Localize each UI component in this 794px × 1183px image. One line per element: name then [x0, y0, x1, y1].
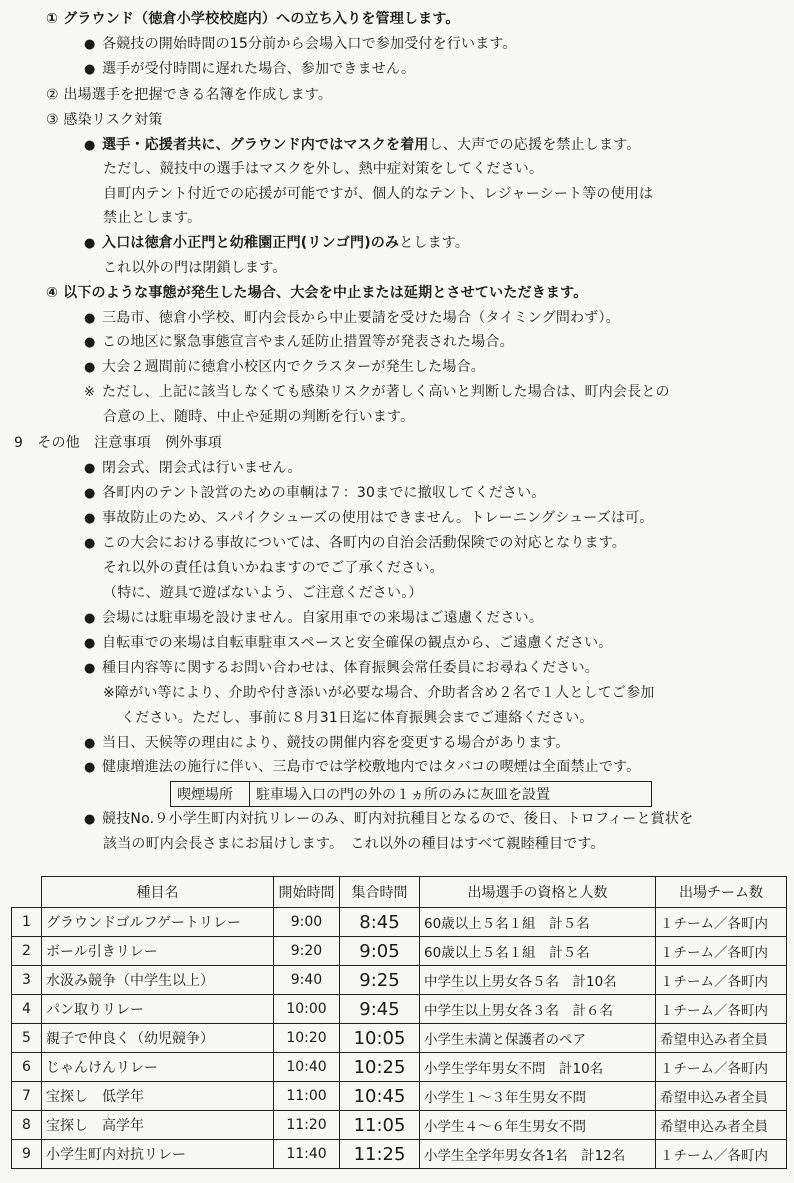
team-count: 希望申込み者全員 — [656, 1024, 787, 1053]
table-row — [12, 966, 787, 995]
rule-3-heading: ③ 感染リスク対策 — [46, 112, 163, 128]
start-time: 11:40 — [274, 1140, 340, 1169]
text-line: これ以外の門は閉鎖します。 — [103, 260, 287, 276]
text-line: ※障がい等により、介助や付き添いが必要な場合、介助者含め２名で１人としてご参加 — [103, 685, 655, 701]
bullet-line: ● 大会２週間前に徳倉小校区内でクラスターが発生した場合。 — [84, 359, 485, 375]
gather-time: 10:45 — [340, 1082, 420, 1111]
bullet-line: ● 自転車での来場は自転車駐車スペースと安全確保の観点から、ご遠慮ください。 — [84, 635, 613, 651]
row-number: 1 — [12, 908, 42, 937]
header-start-time: 開始時間 — [274, 877, 340, 908]
gather-time: 10:25 — [340, 1053, 420, 1082]
event-name: パン取りリレー — [42, 995, 274, 1024]
team-count: １チーム／各町内 — [656, 995, 787, 1024]
gather-time: 9:25 — [340, 966, 420, 995]
table-row — [12, 1024, 787, 1053]
event-name: じゃんけんリレー — [42, 1053, 274, 1082]
text-line: ください。ただし、事前に８月31日迄に体育振興会までご連絡ください。 — [121, 710, 594, 726]
qualification: 60歳以上５名１組 計５名 — [420, 937, 656, 966]
row-number: 2 — [12, 937, 42, 966]
header-blank — [12, 877, 42, 908]
row-number: 3 — [12, 966, 42, 995]
qualification: 小学生学年男女不問 計10名 — [420, 1053, 656, 1082]
team-count: １チーム／各町内 — [656, 966, 787, 995]
bullet-line: ● 選手が受付時間に遅れた場合、参加できません。 — [84, 61, 416, 77]
table-row — [12, 908, 787, 937]
gather-time: 8:45 — [340, 908, 420, 937]
bullet-line: ● 各競技の開始時間の15分前から会場入口で参加受付を行います。 — [84, 36, 517, 52]
team-count: 希望申込み者全員 — [656, 1111, 787, 1140]
bullet-line: ● 競技No.９小学生町内対抗リレーのみ、町内対抗種目となるので、後日、トロフィーと賞状を — [84, 811, 694, 827]
bullet-line: ● 当日、天候等の理由により、競技の開催内容を変更する場合があります。 — [84, 735, 570, 751]
row-number: 7 — [12, 1082, 42, 1111]
bullet-line: ● 会場には駐車場を設けません。自家用車での来場はご遠慮ください。 — [84, 610, 544, 626]
bullet-line: ● この地区に緊急事態宣言やまん延防止措置等が発表された場合。 — [84, 334, 514, 350]
qualification: 小学生１～３年生男女不問 — [420, 1082, 656, 1111]
bullet-line: ● 閉会式、閉会式は行いません。 — [84, 460, 302, 476]
event-name: ボール引きリレー — [42, 937, 274, 966]
event-name: グラウンドゴルフゲートリレー — [42, 908, 274, 937]
bullet-line: ● 事故防止のため、スパイクシューズの使用はできません。トレーニングシューズは可。 — [84, 510, 654, 526]
bullet-line: ● 入口は徳倉小正門と幼稚園正門(リンゴ門)のみとします。 — [84, 235, 470, 251]
start-time: 9:20 — [274, 937, 340, 966]
start-time: 9:40 — [274, 966, 340, 995]
event-name: 宝探し 高学年 — [42, 1111, 274, 1140]
start-time: 10:00 — [274, 995, 340, 1024]
gather-time: 11:25 — [340, 1140, 420, 1169]
section-9-heading: 9 その他 注意事項 例外事項 — [14, 435, 222, 451]
team-count: 希望申込み者全員 — [656, 1082, 787, 1111]
team-count: １チーム／各町内 — [656, 908, 787, 937]
event-name: 小学生町内対抗リレー — [42, 1140, 274, 1169]
rule-4-heading: ④ 以下のような事態が発生した場合、大会を中止または延期とさせていただきます。 — [46, 285, 588, 301]
row-number: 4 — [12, 995, 42, 1024]
gather-time: 9:05 — [340, 937, 420, 966]
qualification: 60歳以上５名１組 計５名 — [420, 908, 656, 937]
smoking-area-box — [170, 781, 652, 807]
header-gather-time: 集合時間 — [340, 877, 420, 908]
table-row — [12, 1053, 787, 1082]
table-header-row — [12, 877, 787, 908]
start-time: 11:20 — [274, 1111, 340, 1140]
bullet-line: ● 種目内容等に関するお問い合わせは、体育振興会常任委員にお尋ねください。 — [84, 660, 599, 676]
start-time: 11:00 — [274, 1082, 340, 1111]
team-count: １チーム／各町内 — [656, 1053, 787, 1082]
text-line: 該当の町内会長さまにお届けします。 これ以外の種目はすべて親睦種目です。 — [103, 836, 605, 852]
header-team-count: 出場チーム数 — [656, 877, 787, 908]
gather-time: 11:05 — [340, 1111, 420, 1140]
rule-2-heading: ② 出場選手を把握できる名簿を作成します。 — [46, 87, 333, 103]
bullet-line: ● 各町内のテント設営のための車輌は７：30までに撤収してください。 — [84, 485, 546, 501]
event-name: 親子で仲良く（幼児競争） — [42, 1024, 274, 1053]
bullet-line: ● 三島市、徳倉小学校、町内会長から中止要請を受けた場合（タイミング問わず）。 — [84, 310, 620, 326]
bullet-line: ● 選手・応援者共に、グラウンド内ではマスクを着用し、大声での応援を禁止します。 — [84, 137, 641, 153]
header-qualification: 出場選手の資格と人数 — [420, 877, 656, 908]
qualification: 小学生４～６年生男女不問 — [420, 1111, 656, 1140]
qualification: 中学生以上男女各３名 計６名 — [420, 995, 656, 1024]
start-time: 10:40 — [274, 1053, 340, 1082]
note-line: ※ ただし、上記に該当しなくても感染リスクが著しく高いと判断した場合は、町内会長との — [84, 384, 670, 400]
text-line: 合意の上、随時、中止や延期の判断を行います。 — [103, 409, 415, 425]
table-row — [12, 937, 787, 966]
team-count: １チーム／各町内 — [656, 1140, 787, 1169]
event-name: 水汲み競争（中学生以上） — [42, 966, 274, 995]
bullet-line: ● 健康増進法の施行に伴い、三島市では学校敷地内ではタバコの喫煙は全面禁止です。 — [84, 759, 641, 775]
row-number: 8 — [12, 1111, 42, 1140]
qualification: 小学生全学年男女各1名 計12名 — [420, 1140, 656, 1169]
text-line: 自町内テント付近での応援が可能ですが、個人的なテント、レジャーシート等の使用は — [103, 186, 654, 202]
row-number: 5 — [12, 1024, 42, 1053]
text-line: それ以外の責任は負いかねますのでご了承ください。 — [103, 560, 444, 576]
smoking-area-label: 喫煙場所 — [171, 782, 250, 806]
gather-time: 10:05 — [340, 1024, 420, 1053]
bullet-line: ● この大会における事故については、各町内の自治会活動保険での対応となります。 — [84, 535, 626, 551]
text-line: 禁止とします。 — [103, 210, 202, 226]
row-number: 6 — [12, 1053, 42, 1082]
header-event-name: 種目名 — [42, 877, 274, 908]
team-count: １チーム／各町内 — [656, 937, 787, 966]
table-row — [12, 1140, 787, 1169]
qualification: 中学生以上男女各５名 計10名 — [420, 966, 656, 995]
table-row — [12, 995, 787, 1024]
text-line: （特に、遊具で遊ばないよう、ご注意ください。） — [103, 585, 423, 601]
smoking-area-text: 駐車場入口の門の外の１ヵ所のみに灰皿を設置 — [256, 787, 550, 803]
table-row — [12, 1111, 787, 1140]
gather-time: 9:45 — [340, 995, 420, 1024]
text-line: ただし、競技中の選手はマスクを外し、熱中症対策をしてください。 — [103, 161, 544, 177]
qualification: 小学生未満と保護者のペア — [420, 1024, 656, 1053]
rule-1-heading: ① グラウンド（徳倉小学校校庭内）への立ち入りを管理します。 — [46, 11, 460, 27]
table-row — [12, 1082, 787, 1111]
event-name: 宝探し 低学年 — [42, 1082, 274, 1111]
start-time: 10:20 — [274, 1024, 340, 1053]
row-number: 9 — [12, 1140, 42, 1169]
event-schedule-table — [11, 876, 787, 1169]
start-time: 9:00 — [274, 908, 340, 937]
